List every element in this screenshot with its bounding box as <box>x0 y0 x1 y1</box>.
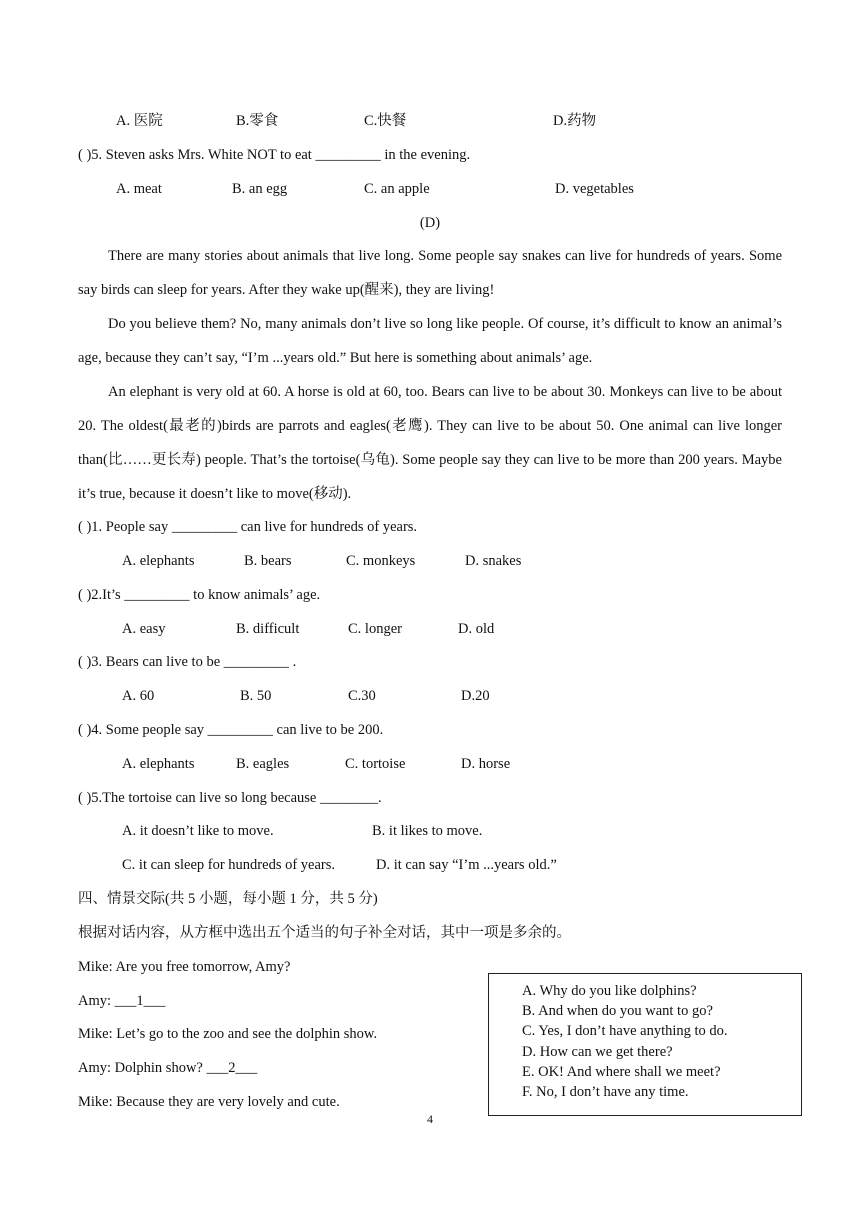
d-q4-option-d: D. horse <box>461 756 511 772</box>
dialogue-line-1: Mike: Are you free tomorrow, Amy? <box>78 959 291 975</box>
d-q5-option-c: C. it can sleep for hundreds of years. <box>122 857 336 873</box>
d-q1-option-d: D. snakes <box>465 553 522 569</box>
passage-paragraph-2: Do you believe them? No, many animals don’t live so long like people. Of course, it’s difficult to know an animal’s age, because they can’t say, “I’m ...years old.” But here is something about animals’ age. <box>78 316 782 366</box>
options-box <box>488 973 802 1116</box>
dialogue-line-4: Amy: Dolphin show? ___2___ <box>78 1060 258 1076</box>
d-q3-option-b: B. 50 <box>240 688 272 704</box>
d-q5-option-a: A. it doesn’t like to move. <box>122 823 274 839</box>
section-4-instruction: 根据对话内容，从方框中选出五个适当的句子补全对话，其中一项是多余的。 <box>78 925 571 941</box>
q4-option-b: B.零食 <box>236 113 279 129</box>
q5-question: ( )5. Steven asks Mrs. White NOT to eat _________ in the evening. <box>78 147 471 163</box>
passage-paragraph-3: An elephant is very old at 60. A horse is old at 60, too. Bears can live to be about 30. Monkeys can live to be about 20. The oldest(最老的)birds are parrots and eagles(老鹰). They can live to be about 50. One animal can live longer than(比……更长寿) people. That’s the tortoise(乌龟). Some people say they can live to be more than 200 years. Maybe it’s true, because it doesn’t like to move(移动). <box>78 384 782 502</box>
d-q5-option-d: D. it can say “I’m ...years old.” <box>376 857 557 873</box>
d-q1-option-c: C. monkeys <box>346 553 416 569</box>
dialogue-line-3: Mike: Let’s go to the zoo and see the dolphin show. <box>78 1026 378 1042</box>
box-option-b: B. And when do you want to go? <box>522 1003 713 1020</box>
passage-paragraph-1: There are many stories about animals that live long. Some people say snakes can live for hundreds of years. Some say birds can sleep for years. After they wake up(醒来), they are living! <box>78 248 782 298</box>
d-q4-option-c: C. tortoise <box>345 756 406 772</box>
dialogue-line-5: Mike: Because they are very lovely and cute. <box>78 1094 340 1110</box>
box-option-f: F. No, I don’t have any time. <box>522 1084 689 1101</box>
box-option-e: E. OK! And where shall we meet? <box>522 1063 721 1080</box>
d-q2-option-b: B. difficult <box>236 621 300 637</box>
d-q5-option-b: B. it likes to move. <box>372 823 483 839</box>
d-q4-option-a: A. elephants <box>122 756 195 772</box>
section-d-label: (D) <box>419 215 441 231</box>
d-question-2: ( )2.It’s _________ to know animals’ age. <box>78 587 321 603</box>
d-q3-option-c: C.30 <box>348 688 376 704</box>
d-q4-option-b: B. eagles <box>236 756 290 772</box>
d-question-5: ( )5.The tortoise can live so long because ________. <box>78 790 382 806</box>
d-q1-option-a: A. elephants <box>122 553 195 569</box>
d-question-4: ( )4. Some people say _________ can live to be 200. <box>78 722 384 738</box>
box-option-d: D. How can we get there? <box>522 1043 673 1060</box>
d-q1-option-b: B. bears <box>244 553 292 569</box>
d-q3-option-a: A. 60 <box>122 688 155 704</box>
box-option-c: C. Yes, I don’t have anything to do. <box>522 1023 728 1040</box>
d-question-1: ( )1. People say _________ can live for hundreds of years. <box>78 519 418 535</box>
q5-option-b: B. an egg <box>232 181 288 197</box>
page-number: 4 <box>427 1112 433 1126</box>
d-q2-option-d: D. old <box>458 621 495 637</box>
section-4-heading: 四、情景交际(共 5 小题，每小题 1 分，共 5 分) <box>78 891 378 907</box>
d-q2-option-c: C. longer <box>348 621 402 637</box>
d-q3-option-d: D.20 <box>461 688 490 704</box>
q4-option-d: D.药物 <box>553 113 597 129</box>
box-option-a: A. Why do you like dolphins? <box>522 983 697 999</box>
dialogue-line-2: Amy: ___1___ <box>78 993 166 1009</box>
q5-option-c: C. an apple <box>364 181 430 197</box>
q5-option-d: D. vegetables <box>555 181 634 197</box>
q5-option-a: A. meat <box>116 181 162 197</box>
d-q2-option-a: A. easy <box>122 621 166 637</box>
q4-option-a: A. 医院 <box>116 113 163 129</box>
d-question-3: ( )3. Bears can live to be _________ . <box>78 654 297 670</box>
q4-option-c: C.快餐 <box>364 113 407 129</box>
